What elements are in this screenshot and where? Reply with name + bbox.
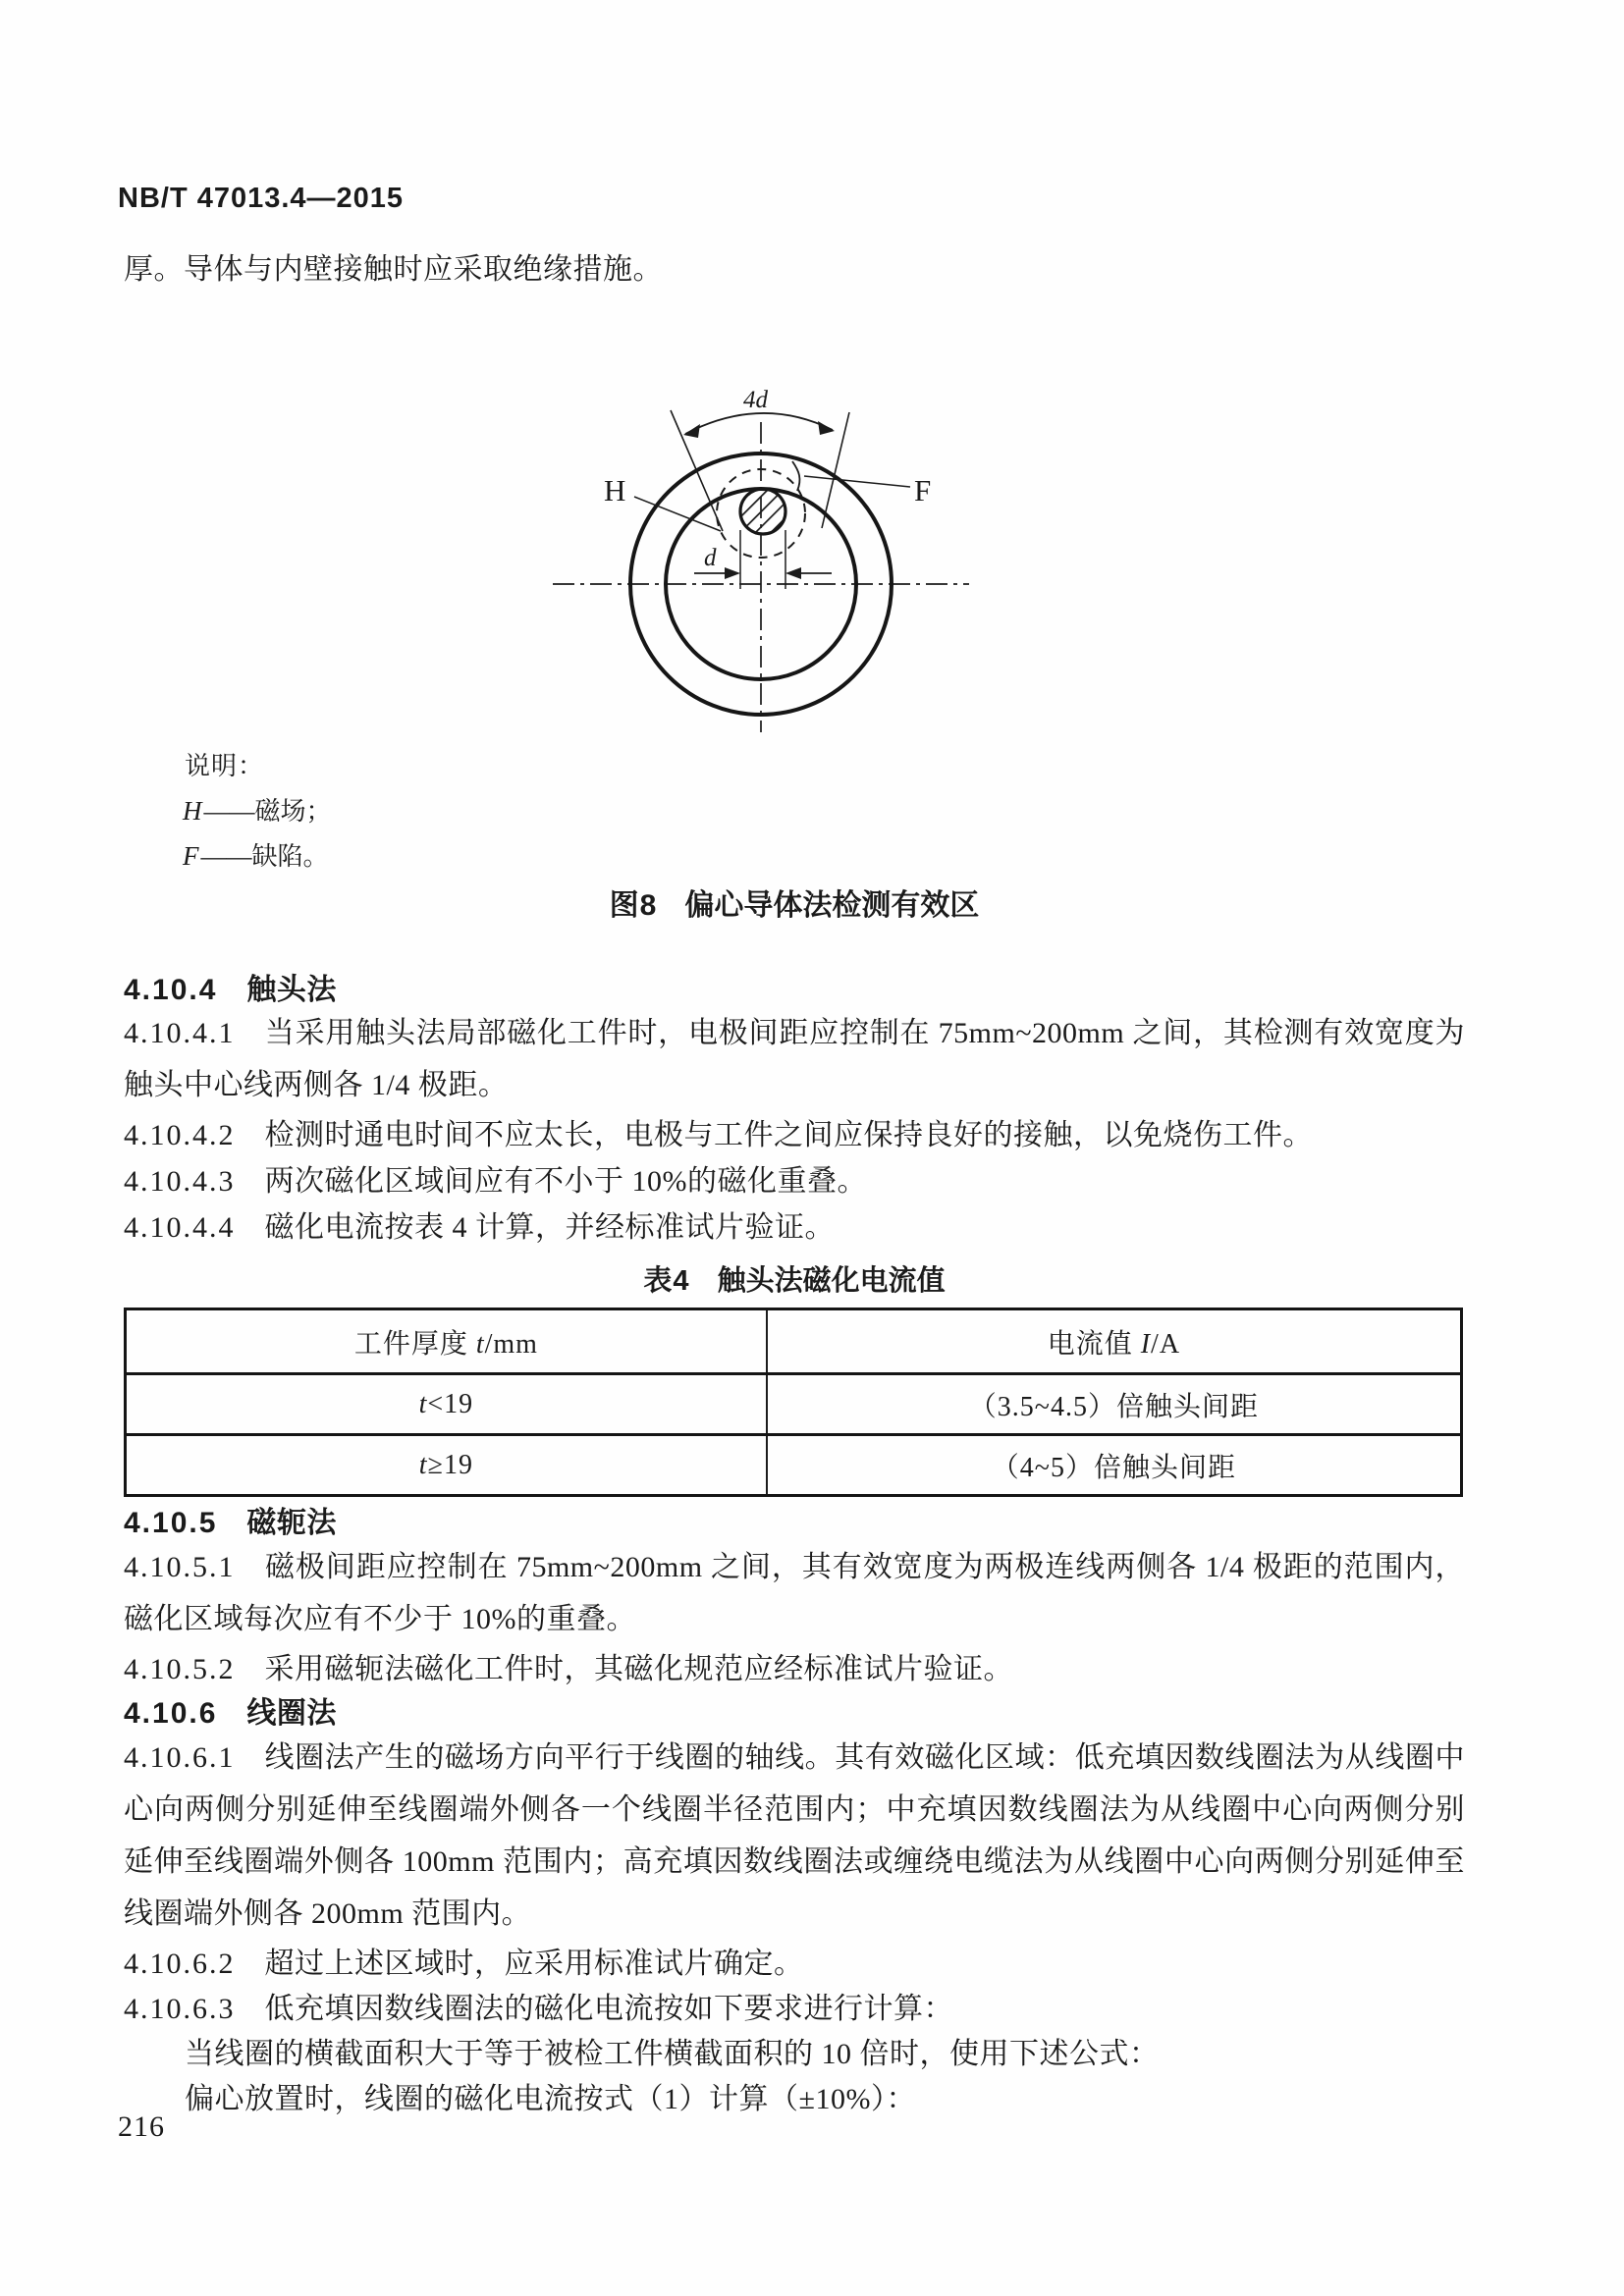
clause-number: 4.10.4.3 [124,1165,236,1198]
clause-text: 两次磁化区域间应有不小于 10%的磁化重叠。 [264,1165,867,1198]
figure-caption [124,881,1465,924]
clause-number: 4.10.4.4 [124,1211,236,1244]
table-row [126,1374,1462,1435]
legend-item-f [183,836,329,873]
clause-title: 触头法 [246,974,337,1006]
dim-d-label: d [704,545,717,571]
col-header-thickness: 工件厚度 t/mm [126,1309,767,1374]
clause-number: 4.10.5.2 [124,1653,236,1685]
col-header-current: 电流值 I/A [767,1309,1462,1374]
eccentric-conductor-figure [417,381,1105,742]
defect-crack [792,461,799,491]
legend-dash: —— [200,842,252,871]
clause-text: 当线圈的横截面积大于等于被检工件横截面积的 10 倍时，使用下述公式： [185,2038,1160,2070]
legend-symbol-h: H [183,796,202,826]
table-row [126,1435,1462,1496]
eccentric-placement-paragraph [124,2073,1465,2125]
defect-f-label: F [914,473,932,507]
page-number: 216 [118,2110,165,2143]
clause-number: 4.10.6.2 [124,1948,236,1980]
table-caption-title: 触头法磁化电流值 [717,1265,946,1297]
clause-title: 线圈法 [246,1697,337,1730]
legend-text-f: 缺陷。 [251,842,329,871]
clause-text: 低充填因数线圈法的磁化电流按如下要求进行计算： [264,1993,953,2025]
clause-4-10-4-1 [124,1007,1465,1111]
clause-text: 当采用触头法局部磁化工件时，电极间距应控制在 75mm~200mm 之间，其检测有效宽度为触头中心线两侧各 1/4 极距。 [124,1017,1465,1101]
table-caption-number: 表4 [643,1265,690,1297]
clause-4-10-4-2 [124,1109,1465,1161]
clause-text: 检测时通电时间不应太长，电极与工件之间应保持良好的接触，以免烧伤工件。 [264,1119,1313,1151]
clause-text: 磁极间距应控制在 75mm~200mm 之间，其有效宽度为两极连线两侧各 1/4 极距的范围内，磁化区域每次应有不少于 10%的重叠。 [124,1551,1465,1635]
clause-number: 4.10.5.1 [124,1551,236,1583]
d-arrowhead-left [725,567,740,579]
clause-number: 4.10.5 [124,1507,218,1539]
clause-4-10-6-1 [124,1732,1465,1940]
table-caption [124,1258,1465,1299]
clause-title: 磁轭法 [246,1507,337,1539]
clause-number: 4.10.6 [124,1697,218,1730]
dim-arc [685,413,833,434]
running-header: NB/T 47013.4—2015 [118,183,405,214]
cell-thickness-lt19: t<19 [126,1374,767,1435]
clause-number: 4.10.4.2 [124,1119,236,1151]
conductor-circle [740,489,785,534]
clause-4-10-5-1 [124,1541,1465,1645]
intro-paragraph: 厚。导体与内壁接触时应采取绝缘措施。 [124,253,663,286]
clause-text: 超过上述区域时，应采用标准试片确定。 [264,1948,804,1980]
legend-item-h [183,791,332,828]
clause-4-10-4-3 [124,1155,1465,1207]
legend-text-h: 磁场； [254,797,332,826]
leader-h [634,497,721,531]
legend-symbol-f: F [183,841,199,871]
clause-4-10-4-4 [124,1201,1465,1254]
figure-caption-number: 图8 [609,889,658,922]
table-4-contact-current [124,1308,1463,1497]
cell-thickness-ge19: t≥19 [126,1435,767,1496]
leader-f [804,476,910,487]
legend-dash: —— [203,797,255,826]
legend-title: 说明： [185,752,265,780]
d-arrowhead-right [785,567,801,579]
clause-number: 4.10.6.1 [124,1741,236,1774]
figure-8-diagram [417,381,1105,742]
clause-number: 4.10.4 [124,974,218,1006]
arrowhead-right [818,421,835,435]
clause-text: 线圈法产生的磁场方向平行于线圈的轴线。其有效磁化区域：低充填因数线圈法为从线圈中心向两侧分别延伸至线圈端外侧各一个线圈半径范围内；中充填因数线圈法为从线圈中心向两侧分别延伸至线圈端外侧各 100mm 范围内；高充填因数线圈法或缠绕电缆法为从线圈中心向两侧分别延伸至线圈端外侧各 200mm 范围内。 [124,1741,1465,1930]
dim-4d-label: 4d [743,387,768,413]
arrowhead-left [683,424,700,438]
clause-text: 采用磁轭法磁化工件时，其磁化规范应经标准试片验证。 [264,1653,1013,1685]
field-h-label: H [604,473,626,507]
clause-text: 磁化电流按表 4 计算，并经标准试片验证。 [264,1211,835,1244]
cell-current-ge19: （4~5）倍触头间距 [767,1435,1462,1496]
table-header-row [126,1309,1462,1374]
cell-current-lt19: （3.5~4.5）倍触头间距 [767,1374,1462,1435]
figure-caption-title: 偏心导体法检测有效区 [684,889,980,922]
clause-number: 4.10.6.3 [124,1993,236,2025]
clause-number: 4.10.4.1 [124,1017,236,1049]
clause-text: 偏心放置时，线圈的磁化电流按式（1）计算（±10%）： [185,2083,916,2115]
